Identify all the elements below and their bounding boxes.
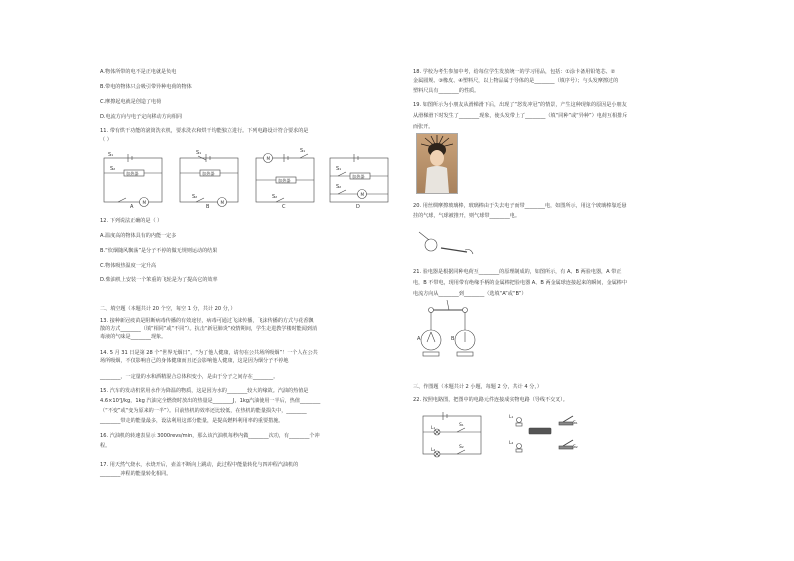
electroscope-a-body — [421, 330, 441, 350]
knife-switch-s2 — [563, 440, 573, 446]
q12-option-b: B.“炊烟随风飘荡”是分子不停的做无规则运动的结果 — [100, 248, 218, 254]
q14-line-1: 14. 5 月 31 日是第 28 个“世界无烟日”，“为了他人健康，请勿在公共场所吸烟”！一个人在公共 — [100, 350, 318, 356]
balloon-glass-rod-figure — [415, 232, 475, 260]
q15-line-1: 15. 汽车的发动机常用水作为降温的物质，这是因为水的________较大的缘故。汽油的热值是 — [100, 388, 309, 394]
q22-schematic-l2-label: L₂ — [431, 448, 436, 453]
q13-line-1: 13. 接种新冠疫苗是阻断病毒传播的有效途径，病毒可通过飞沫传播，飞沫传播的方式与花香飘 — [100, 318, 314, 324]
electroscope-b-label: B — [451, 336, 455, 342]
q18-line-1: 18. 学校为考生参加中考，给每位学生发放统一的学习用品，包括：①涂卡备用铅笔芯、② — [413, 69, 616, 75]
balloon-string — [419, 232, 429, 240]
section3-header: 三、作图题（本题共计 2 小题，每题 2 分，共计 4 分，） — [413, 384, 542, 390]
q22-schematic-s1-label: S₁ — [459, 423, 464, 428]
q19-line-2: 从滑梯滑下时发生了________现象，使头发带上了________（填“同种”或“异种”）电荷互相排斥 — [413, 113, 628, 119]
q22-circuit-figure — [413, 410, 613, 460]
q15-line-4: ________带走的能量最多，设法利用这部分能量，是提高燃料利用率的重要措施。 — [100, 418, 284, 424]
circuit-c-motor-label: M — [266, 155, 271, 161]
q22-switch-s2-label: S₂ — [573, 445, 578, 450]
q10-option-b: B.带电的物体只会吸引带异种电荷的物体 — [100, 84, 192, 90]
electroscope-a-label: A — [417, 336, 421, 342]
child-static-hair-photo — [416, 133, 458, 194]
q10-option-c: C.摩擦起电就是创造了电荷 — [100, 99, 162, 105]
circuit-b-heater-label: 加热器 — [202, 170, 215, 176]
section2-header: 二、填空题（本题共计 20 个空，每空 1 分，共计 20 分，） — [100, 306, 236, 312]
balloon — [425, 239, 437, 251]
q14-line-2: 场所吸烟，不仅影响自己的身体健康而且还会影响他人健康，这是因为烟分子不停地 — [100, 358, 289, 364]
q22-lamp-l1-label: L₁ — [509, 415, 514, 420]
q10-option-d: D.电流方向与电子定向移动方向相同 — [100, 114, 182, 120]
q13-line-3: 毒液的气味是________现象。 — [100, 334, 167, 340]
q19-line-3: 而张开。 — [413, 124, 434, 130]
circuit-b-s2-label: S₂ — [192, 194, 198, 200]
q12-option-a: A.温度高的物体具有的内能一定多 — [100, 233, 177, 239]
circuit-d-s1-label: S₁ — [336, 166, 342, 172]
q22-lamp-l2-label: L₂ — [509, 441, 514, 446]
knife-switch-s1 — [563, 416, 573, 422]
circuit-a-s2-label: S₂ — [110, 166, 116, 172]
q21-line-1: 21. 验电器是根据同种电荷互________的原理制成的，如图所示，有 A、B 两验电器，A 带正 — [413, 269, 622, 275]
circuit-a-letter: A — [130, 204, 134, 210]
glass-rod — [441, 248, 467, 252]
electroscopes-figure — [413, 300, 483, 362]
q12-stem: 12. 下列说法正确的是（ ） — [100, 218, 163, 224]
circuit-d-heater-label: 加热器 — [352, 173, 365, 179]
q10-option-a: A.物体所带的电不是正电就是负电 — [100, 69, 177, 75]
circuit-a-heater-label: 加热器 — [126, 170, 139, 176]
q18-line-3: 塑料尺具有________的性质。 — [413, 88, 480, 94]
q11-circuit-diagrams — [100, 148, 400, 208]
q13-line-2: 散的方式________（填“相同”或“不同”）。抗击“新冠肺炎”疫情期间，学生走进教学楼时能闻到消 — [100, 326, 318, 332]
circuit-d-motor-label: M — [360, 191, 365, 197]
q16-line-1: 16. 汽油机的转速表显示 3000revs/min，那么该汽油机每秒内做________次功，有________个冲 — [100, 433, 320, 439]
circuit-d-letter: D — [356, 204, 360, 210]
q19-line-1: 19. 如图所示为小朋友从滑梯滑下后，出现了“怒发冲冠”的情景，产生这种现象的原因是小朋友 — [413, 102, 627, 108]
circuit-c-heater-label: 加热器 — [278, 177, 291, 183]
circuit-d-s2-label: S₂ — [336, 184, 342, 190]
q11-stem: 11. 带有烘干功能的滚筒洗衣机，要求洗衣和烘干均能独立进行。下列电路设计符合要求的是 — [100, 128, 309, 134]
circuit-c-letter: C — [282, 204, 286, 210]
circuit-c-s1-label: S₁ — [300, 148, 306, 154]
circuit-c-s2-label: S₂ — [272, 194, 278, 200]
q20-line-2: 挂的气球，气球被推开，则气球带________电。 — [413, 213, 520, 219]
q17-line-1: 17. 用天然气烧水，水烧开后，壶盖不断向上跳动，此过程中能量转化与四冲程汽油机的 — [100, 462, 299, 468]
circuit-b-letter: B — [206, 204, 210, 210]
q12-option-d: D.柴油机上安装一个笨重的飞轮是为了提高它的效率 — [100, 277, 218, 283]
circuit-a-frame — [104, 158, 162, 202]
q22-switch-s1-label: S₁ — [573, 421, 578, 426]
q11-paren: （ ） — [100, 137, 112, 143]
insulated-handle — [447, 300, 449, 310]
circuit-b-s1-label: S₁ — [196, 150, 202, 156]
circuit-a-motor-label: M — [142, 199, 147, 205]
circuit-b-motor-label: M — [220, 199, 225, 205]
q22-schematic-l1-label: L₁ — [431, 426, 436, 431]
q17-line-2: ________冲程的能量转化相同。 — [100, 471, 172, 477]
q21-line-2: 电，B 不带电，现用带有绝缘手柄的金属棒把验电器 A、B 两金属球连接起来的瞬间，金属棒中 — [413, 280, 627, 286]
q20-line-1: 20. 用丝绸摩擦玻璃棒，玻璃棒由于失去电子而带________电，如图所示，用这个玻璃棒靠近悬 — [413, 203, 627, 209]
q12-option-c: C.物体吸热温度一定升高 — [100, 263, 157, 269]
q21-line-3: 电流方向从________到________（选填“A”或“B”） — [413, 291, 527, 297]
q16-line-2: 程。 — [100, 443, 111, 449]
q22-schematic-s2-label: S₂ — [459, 445, 464, 450]
q14-line-3: ________，一定量的水和酒精混合总体积变小，是由于分子之间存在________。 — [100, 374, 279, 380]
circuit-a-s1-label: S₁ — [108, 152, 114, 158]
q15-line-3: （“不变”或“变为原来的一半”）。目前热机的效率还比较低，在热机的能量损失中，________ — [100, 408, 307, 414]
q22-stem: 22. 按照电路图，把图中的电路元件连接成实物电路（导线不交叉）。 — [413, 397, 568, 403]
q15-line-2: 4.6×10⁷J/kg，1kg 汽油完全燃烧时放出的热量是________J，1kg汽油使用一半后，热值________ — [100, 398, 321, 404]
q18-line-2: 金属圆规、③橡皮、④塑料尺，以上物品属于导体的是________（填序号）；与头发摩擦过的 — [413, 78, 619, 84]
battery — [529, 428, 551, 434]
lamp-l2 — [517, 444, 522, 449]
lamp-l1 — [517, 418, 522, 423]
